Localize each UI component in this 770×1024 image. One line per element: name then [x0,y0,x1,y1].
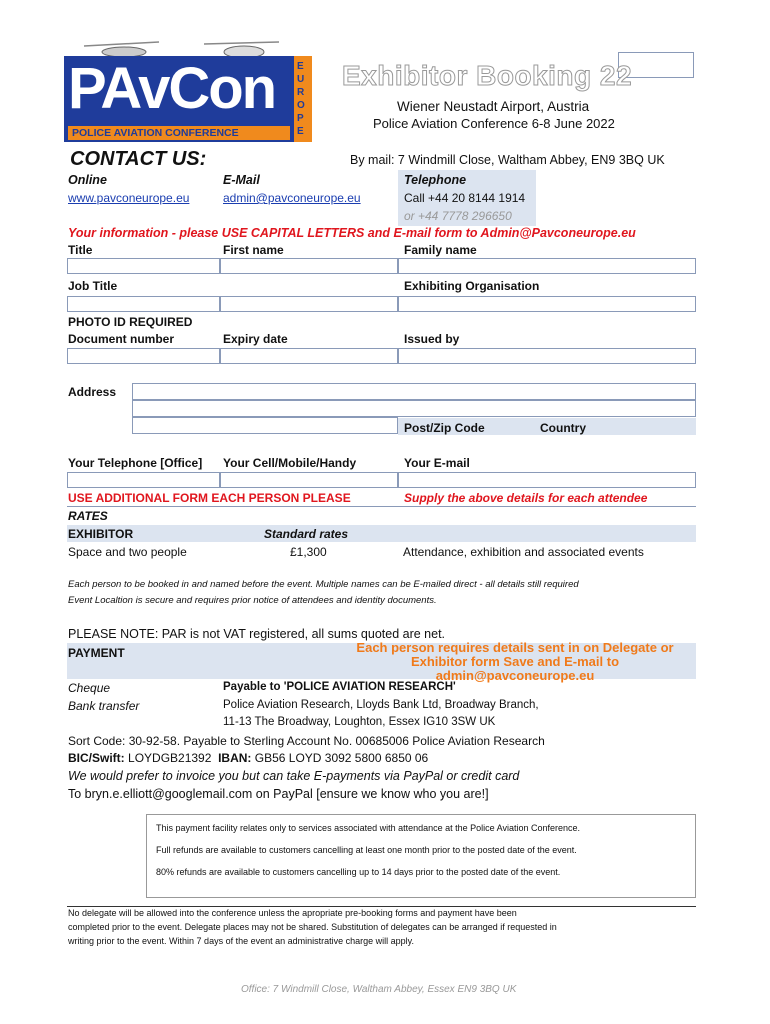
title-label: Title [68,243,93,257]
venue: Wiener Neustadt Airport, Austria [397,99,590,114]
family-name-field[interactable] [398,258,696,274]
footer-note-1: No delegate will be allowed into the conference unless the apropriate pre-booking forms and payment have been [68,908,517,918]
office-address: Office: 7 Windmill Close, Waltham Abbey, Essex EN9 3BQ UK [241,984,517,995]
logo-subtitle: POLICE AVIATION CONFERENCE [72,127,239,139]
online-link[interactable]: www.pavconeurope.eu [68,191,190,205]
space-label: Space and two people [68,545,187,559]
contact-heading: CONTACT US: [70,148,207,170]
first-name-field[interactable] [220,258,398,274]
price-value: £1,300 [290,545,327,559]
exhibitor-label: EXHIBITOR [68,527,134,541]
first-name-label: First name [223,243,284,257]
terms-line-2: Full refunds are available to customers cancelling at least one month prior to the posted date of the event. [156,845,577,855]
bank-address-2: 11-13 The Broadway, Loughton, Essex IG10 3SW UK [223,716,496,728]
country-label: Country [540,421,586,435]
photo-id-heading: PHOTO ID REQUIRED [68,315,193,329]
form-instruction: Your information - please USE CAPITAL LETTERS and E-mail form to Admin@Pavconeurope.eu [68,226,636,240]
document-number-field[interactable] [67,348,220,364]
footer-note-3: writing prior to the event. Within 7 days of the event an administrative charge will apply. [68,936,415,946]
by-mail-address: By mail: 7 Windmill Close, Waltham Abbey, EN9 3BQ UK [350,153,665,167]
address-field-2[interactable] [132,400,696,417]
email-label: E-Mail [223,173,260,187]
cell-phone-label: Your Cell/Mobile/Handy [223,456,357,470]
expiry-date-label: Expiry date [223,332,288,346]
bank-address-1: Police Aviation Research, Lloyds Bank Ltd, Broadway Branch, [223,699,539,711]
payable-to: Payable to 'POLICE AVIATION RESEARCH' [223,681,456,693]
rates-heading: RATES [68,509,108,523]
issued-by-label: Issued by [404,332,460,346]
title-field[interactable] [67,258,220,274]
event-dates: Police Aviation Conference 6-8 June 2022 [373,116,615,131]
standard-rates-label: Standard rates [264,527,349,541]
sort-code: Sort Code: 30-92-58. Payable to Sterling Account No. 00685006 Police Aviation Research [68,734,545,748]
logo-europe: EUROPE [297,61,305,137]
footer-note-2: completed prior to the event. Delegate places may not be shared. Substitution of delegates can be arranged if requested in [68,922,557,932]
organisation-label: Exhibiting Organisation [404,279,540,293]
invoice-note: We would prefer to invoice you but can take E-payments via PayPal or credit card [68,769,520,783]
online-label: Online [68,173,107,187]
additional-form-notice: USE ADDITIONAL FORM EACH PERSON PLEASE [68,491,351,505]
expiry-date-field[interactable] [220,348,398,364]
page-title: Exhibitor Booking 22 [342,60,633,91]
vat-note: PLEASE NOTE: PAR is not VAT registered, all sums quoted are net. [68,627,446,641]
logo [64,48,314,148]
paypal-note: To bryn.e.elliott@googlemail.com on PayPal [ensure we know who you are!] [68,787,489,801]
job-title-field-2[interactable] [220,296,398,312]
postcode-label: Post/Zip Code [404,421,485,435]
bank-transfer-label: Bank transfer [68,699,140,713]
address-field-3[interactable] [132,417,398,434]
phone-alt: or +44 7778 296650 [404,209,512,223]
email-link[interactable]: admin@pavconeurope.eu [223,191,361,205]
booking-note: Each person to be booked in and named before the event. Multiple names can be E-mailed direct - all details still required [68,579,579,590]
payment-heading: PAYMENT [68,646,125,660]
address-label: Address [68,385,117,399]
issued-by-field[interactable] [398,348,696,364]
cheque-label: Cheque [68,681,111,695]
payment-notice: Each person requires details sent in on Delegate or Exhibitor form Save and E-mail to admin@pavconeurope.eu [356,640,674,683]
terms-line-1: This payment facility relates only to services associated with attendance at the Police Aviation Conference. [156,823,581,833]
terms-line-3: 80% refunds are available to customers cancelling up to 14 days prior to the posted date of the event. [156,867,561,877]
office-phone-field[interactable] [67,472,220,488]
job-title-field[interactable] [67,296,220,312]
supply-details-notice: Supply the above details for each attendee [404,491,648,505]
your-email-label: Your E-mail [404,456,470,470]
cell-phone-field[interactable] [220,472,398,488]
logo-main: PAvCon [68,56,276,121]
job-title-label: Job Title [68,279,118,293]
phone-label: Telephone [404,173,467,187]
location-note: Event Localtion is secure and requires prior notice of attendees and identity documents. [68,595,437,606]
document-number-label: Document number [68,332,175,346]
phone-number: Call +44 20 8144 1914 [404,191,526,205]
bic-iban: BIC/Swift: LOYDGB21392 IBAN: GB56 LOYD 3092 5800 6850 06 [68,751,429,765]
family-name-label: Family name [404,243,477,257]
includes-label: Attendance, exhibition and associated events [403,545,644,559]
your-email-field[interactable] [398,472,696,488]
address-field-1[interactable] [132,383,696,400]
office-phone-label: Your Telephone [Office] [68,456,203,470]
organisation-field[interactable] [398,296,696,312]
